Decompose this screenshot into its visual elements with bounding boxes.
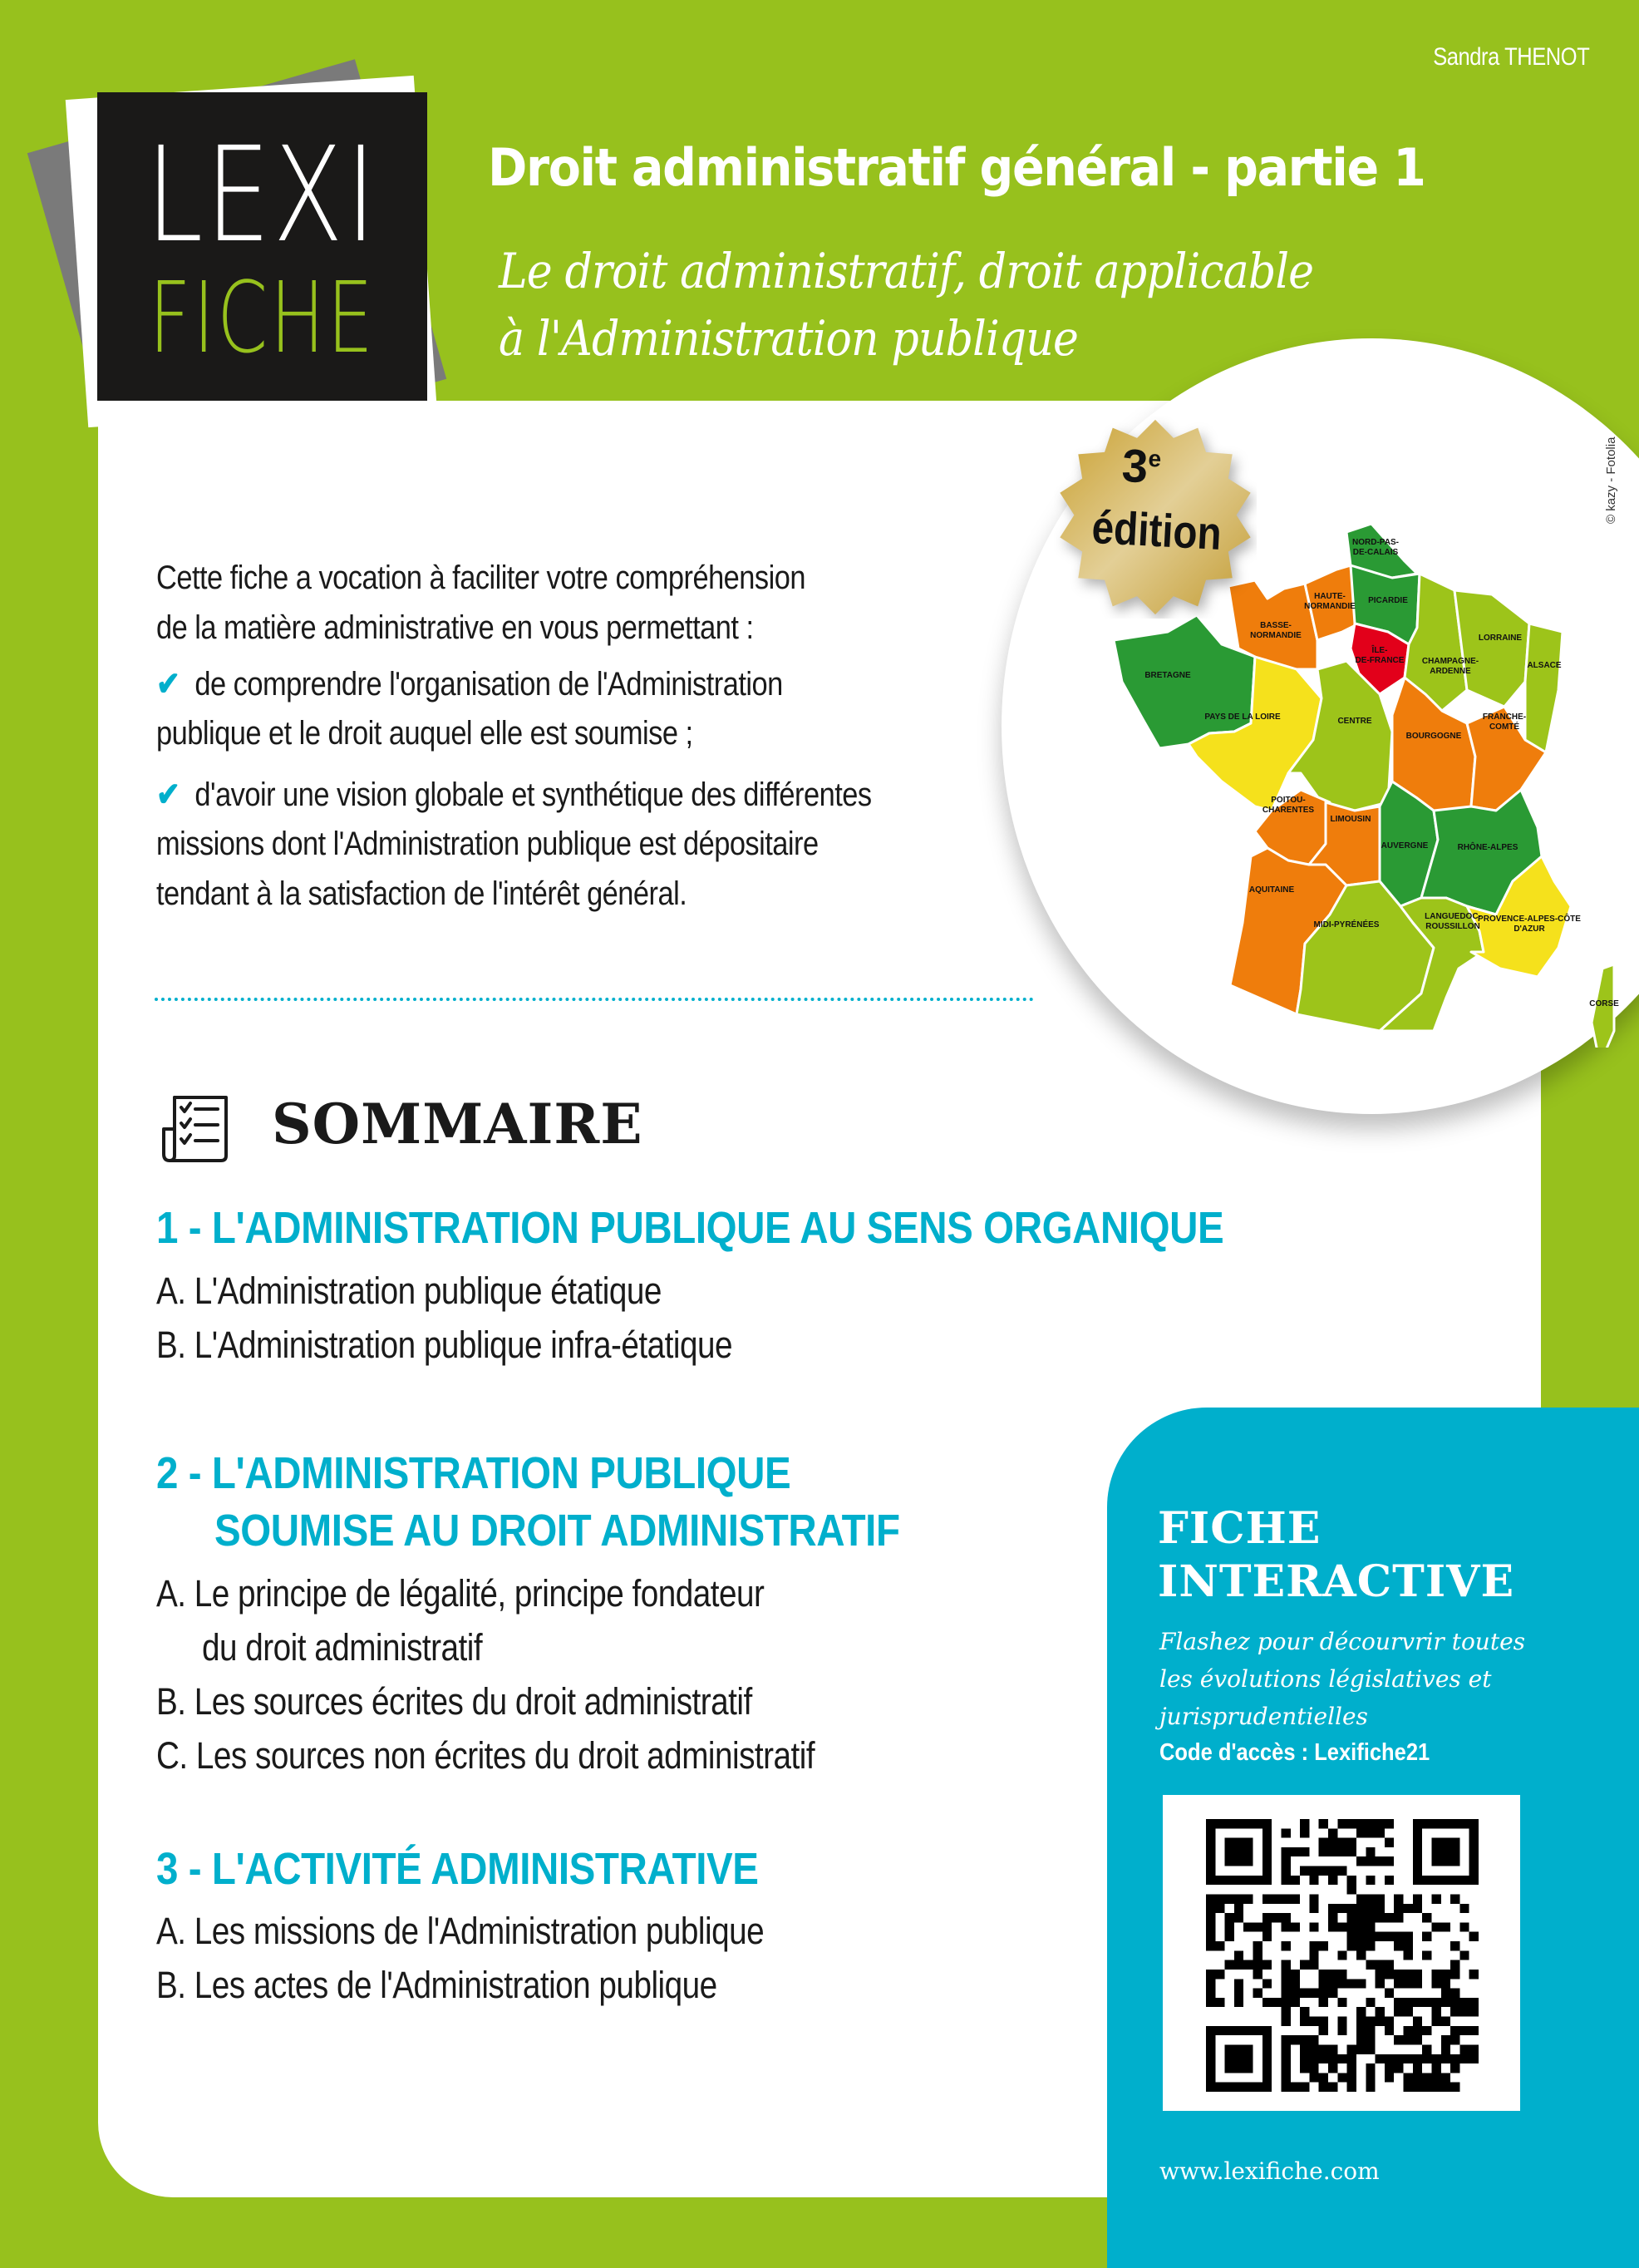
dotted-divider: [155, 998, 1034, 1001]
svg-text:PAYS DE LA LOIRE: PAYS DE LA LOIRE: [1204, 712, 1281, 722]
svg-text:ARDENNE: ARDENNE: [1430, 667, 1471, 676]
svg-text:FRANCHE-: FRANCHE-: [1482, 712, 1527, 722]
section-3-title[interactable]: 3 - L'ACTIVITÉ ADMINISTRATIVE: [156, 1844, 759, 1894]
access-code: Code d'accès : Lexifiche21: [1159, 1739, 1430, 1766]
section-1-item-b[interactable]: B. L'Administration publique infra-étatique: [156, 1324, 732, 1366]
region-lorraine: [1454, 590, 1529, 707]
section-2-item-a-cont[interactable]: du droit administratif: [202, 1626, 483, 1669]
sommaire-title: SOMMAIRE: [272, 1092, 643, 1156]
logo-text-fiche: FICHE: [149, 260, 376, 375]
intro-bullet-1-cont: publique et le droit auquel elle est soumise ;: [156, 715, 693, 752]
svg-text:LANGUEDOC-: LANGUEDOC-: [1425, 912, 1481, 921]
svg-text:NORMANDIE: NORMANDIE: [1250, 631, 1302, 640]
svg-text:CORSE: CORSE: [1589, 999, 1619, 1008]
interactive-desc-line2: les évolutions législatives et: [1159, 1665, 1492, 1693]
svg-text:COMTÉ: COMTÉ: [1489, 722, 1520, 732]
svg-text:RHÔNE-ALPES: RHÔNE-ALPES: [1457, 843, 1518, 852]
qr-code-icon[interactable]: [1190, 1819, 1494, 2092]
svg-text:DE-CALAIS: DE-CALAIS: [1352, 548, 1399, 557]
svg-text:BOURGOGNE: BOURGOGNE: [1405, 732, 1462, 741]
document-subtitle-line2: à l'Administration publique: [499, 310, 1078, 367]
document-subtitle-line1: Le droit administratif, droit applicable: [499, 243, 1314, 299]
interactive-title-line2: INTERACTIVE: [1158, 1556, 1515, 1607]
svg-text:BRETAGNE: BRETAGNE: [1144, 671, 1191, 680]
checkmark-icon: ✔: [156, 666, 180, 703]
section-1-title[interactable]: 1 - L'ADMINISTRATION PUBLIQUE AU SENS ORGANIQUE: [156, 1203, 1224, 1253]
checklist-icon: [158, 1089, 233, 1164]
intro-bullet-2: ✔ d'avoir une vision globale et synthétique des différentes: [156, 777, 872, 813]
svg-text:CHAMPAGNE-: CHAMPAGNE-: [1421, 657, 1479, 666]
svg-text:CENTRE: CENTRE: [1337, 717, 1372, 726]
region-bretagne: [1114, 615, 1255, 748]
section-1-item-a[interactable]: A. L'Administration publique étatique: [156, 1270, 662, 1312]
section-2-title-cont[interactable]: SOUMISE AU DROIT ADMINISTRATIF: [214, 1506, 900, 1556]
svg-text:LIMOUSIN: LIMOUSIN: [1330, 815, 1371, 824]
interactive-title-line1: FICHE: [1158, 1503, 1322, 1554]
interactive-desc-line3: jurisprudentielles: [1159, 1703, 1368, 1730]
svg-text:POITOU-: POITOU-: [1271, 796, 1306, 805]
section-2-title[interactable]: 2 - L'ADMINISTRATION PUBLIQUE: [156, 1448, 791, 1498]
svg-text:NORMANDIE: NORMANDIE: [1304, 602, 1356, 611]
section-2-item-a[interactable]: A. Le principe de légalité, principe fondateur: [156, 1572, 765, 1615]
intro-text-line1: Cette fiche a vocation à faciliter votre compréhension: [156, 560, 805, 596]
svg-text:PICARDIE: PICARDIE: [1368, 596, 1408, 605]
section-3-item-a[interactable]: A. Les missions de l'Administration publique: [156, 1910, 765, 1952]
intro-bullet-2-cont: missions dont l'Administration publique est dépositaire: [156, 826, 819, 862]
author-name: Sandra THENOT: [1432, 43, 1589, 71]
svg-text:D'AZUR: D'AZUR: [1513, 924, 1545, 934]
svg-text:PROVENCE-ALPES-CÔTE: PROVENCE-ALPES-CÔTE: [1478, 915, 1581, 924]
svg-text:LORRAINE: LORRAINE: [1478, 634, 1523, 643]
edition-label: édition: [1090, 500, 1223, 560]
edition-number: 3e: [1120, 438, 1163, 493]
svg-text:ROUSSILLON: ROUSSILLON: [1425, 922, 1480, 931]
svg-text:ALSACE: ALSACE: [1527, 661, 1562, 670]
svg-text:HAUTE-: HAUTE-: [1314, 592, 1346, 601]
svg-text:MIDI-PYRÉNÉES: MIDI-PYRÉNÉES: [1313, 920, 1380, 929]
svg-text:BASSE-: BASSE-: [1260, 621, 1292, 630]
svg-text:ÎLE-: ÎLE-: [1371, 646, 1388, 655]
checkmark-icon: ✔: [156, 777, 180, 813]
logo: [97, 92, 427, 401]
photo-credit: © kazy - Fotolia: [1604, 436, 1618, 524]
document-title: Droit administratif général - partie 1: [488, 137, 1425, 198]
svg-text:AUVERGNE: AUVERGNE: [1381, 841, 1429, 850]
svg-text:NORD-PAS-: NORD-PAS-: [1352, 538, 1399, 547]
interactive-desc-line1: Flashez pour décourvrir toutes: [1159, 1628, 1526, 1655]
intro-bullet-2-cont2: tendant à la satisfaction de l'intérêt général.: [156, 875, 687, 912]
section-3-item-b[interactable]: B. Les actes de l'Administration publique: [156, 1964, 717, 2006]
section-2-item-c[interactable]: C. Les sources non écrites du droit administratif: [156, 1734, 815, 1777]
logo-text-lexi: LEXI: [145, 119, 379, 272]
website-link[interactable]: www.lexifiche.com: [1159, 2157, 1380, 2185]
svg-text:DE-FRANCE: DE-FRANCE: [1355, 656, 1405, 665]
section-2-item-b[interactable]: B. Les sources écrites du droit administratif: [156, 1680, 752, 1723]
intro-text-line2: de la matière administrative en vous permettant :: [156, 609, 754, 646]
svg-text:AQUITAINE: AQUITAINE: [1248, 885, 1295, 895]
intro-bullet-1: ✔ de comprendre l'organisation de l'Administration: [156, 666, 783, 703]
svg-text:CHARENTES: CHARENTES: [1262, 806, 1315, 815]
region-alsace: [1525, 624, 1563, 752]
